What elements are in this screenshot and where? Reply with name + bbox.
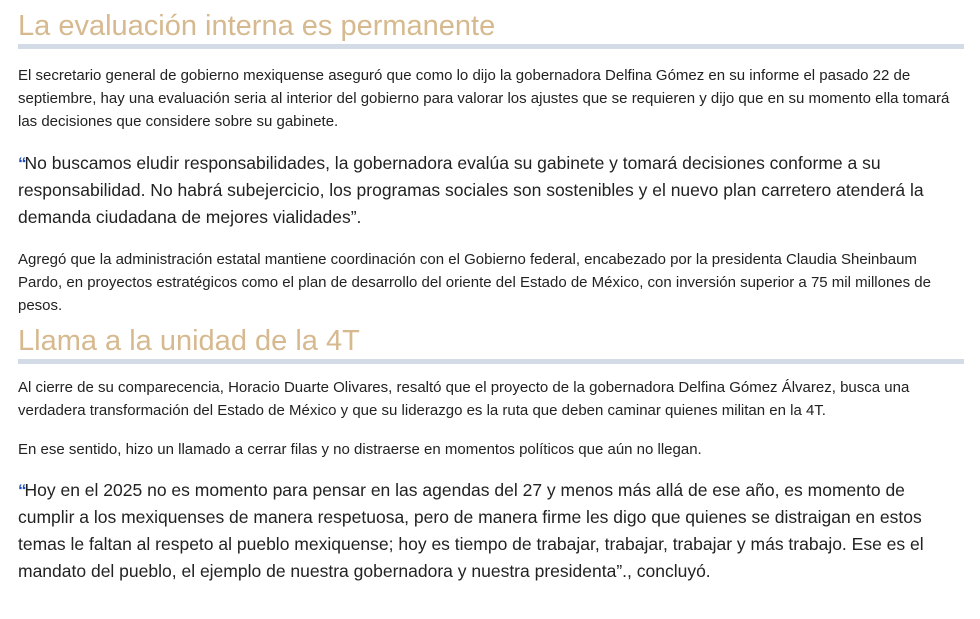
paragraph-coordinacion-federal: Agregó que la administración estatal mantiene coordinación con el Gobierno federal, encabezado por la presidenta Claudia Sheinbaum Pardo, en proyectos estratégicos como el plan de desarrollo del oriente del Estado de México, con inversión superior a 75 mil millones de pesos. <box>18 251 931 314</box>
paragraph-llamado-unidad: En ese sentido, hizo un llamado a cerrar filas y no distraerse en momentos políticos que aún no llegan. <box>18 441 702 458</box>
paragraph-cierre-comparecencia: Al cierre de su comparecencia, Horacio Duarte Olivares, resaltó que el proyecto de la gobernadora Delfina Gómez Álvarez, busca una verdadera transformación del Estado de México y que su liderazgo es la ruta que deben caminar quienes militan en la 4T. <box>18 379 910 419</box>
quote-text-responsabilidades: No buscamos eludir responsabilidades, la gobernadora evalúa su gabinete y tomará decisiones conforme a su responsabilidad. No habrá subejercicio, los programas sociales son sostenibles y el nuevo plan carretero atenderá la demanda ciudadana de mejores vialidades”. <box>18 153 924 227</box>
paragraph-evaluacion-intro: El secretario general de gobierno mexiquense aseguró que como lo dijo la gobernadora Delfina Gómez en su informe el pasado 22 de septiembre, hay una evaluación seria al interior del gobierno para valorar los ajustes que se requieren y dijo que en su momento ella tomará las decisiones que considere sobre su gabinete. <box>18 67 950 130</box>
quote-mark-icon: “ <box>18 481 25 500</box>
section-heading-evaluacion: La evaluación interna es permanente <box>18 0 964 49</box>
section-heading-unidad-4t: Llama a la unidad de la 4T <box>18 317 964 364</box>
quote-mark-icon: “ <box>18 154 25 173</box>
quote-paragraph-mandato <box>18 477 964 585</box>
quote-paragraph-responsabilidades <box>18 150 964 231</box>
quote-text-mandato: Hoy en el 2025 no es momento para pensar en las agendas del 27 y menos más allá de ese año, es momento de cumplir a los mexiquenses de manera respetuosa, pero de manera firme les digo que quienes se distraigan en estos temas le faltan al respeto al pueblo mexiquense; hoy es tiempo de trabajar, trabajar, trabajar y más trabajo. Ese es el mandato del pueblo, el ejemplo de nuestra gobernadora y nuestra presidenta”., concluyó. <box>18 480 924 581</box>
